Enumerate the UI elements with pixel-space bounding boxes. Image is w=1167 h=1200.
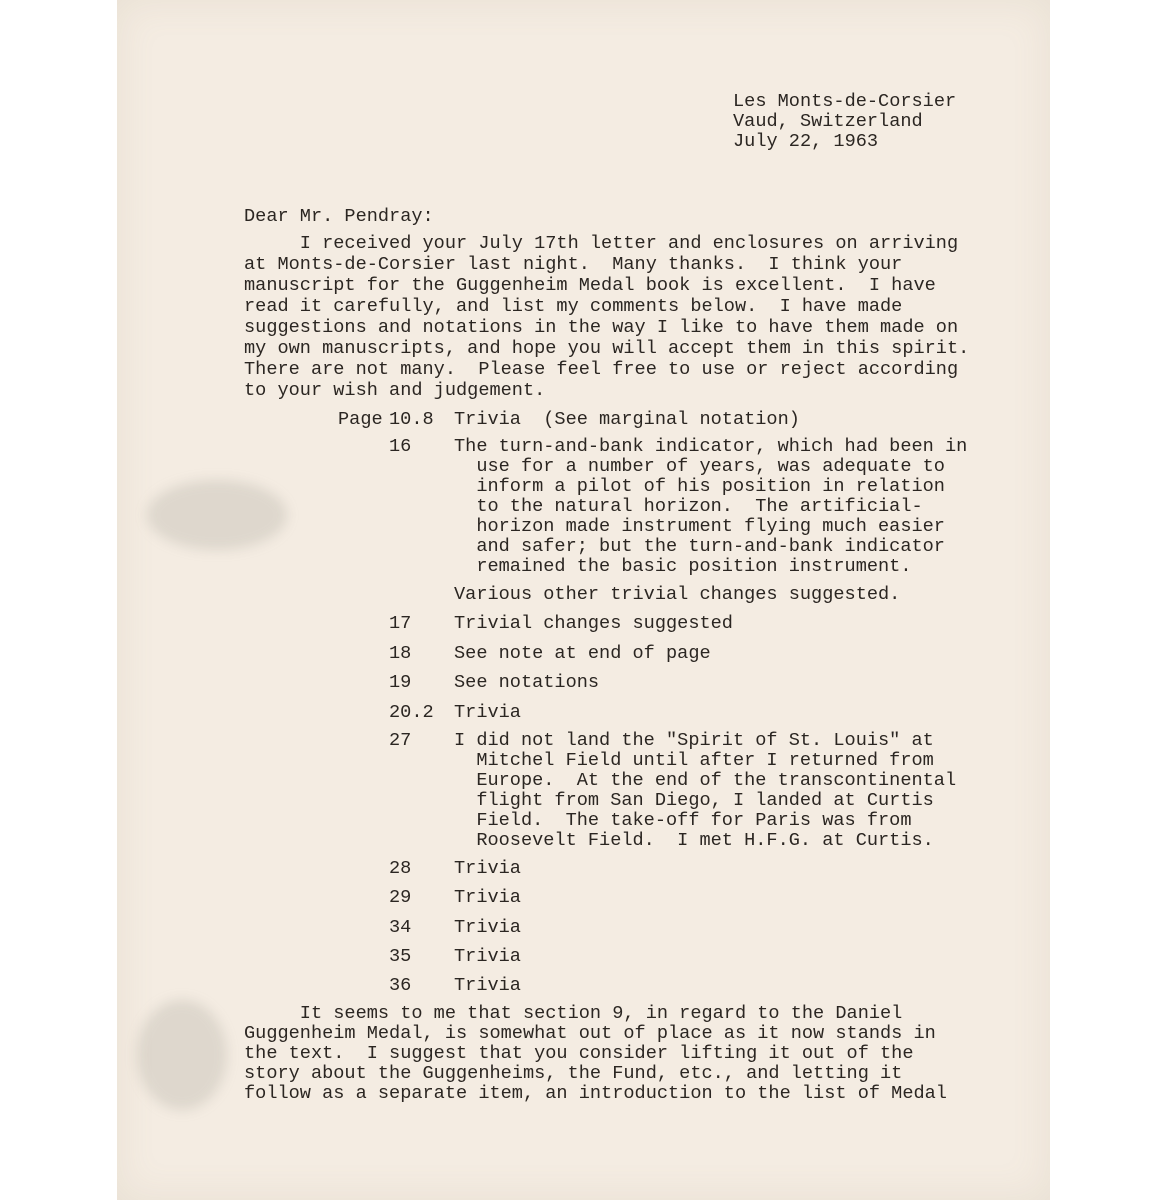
page-number: 18: [389, 643, 412, 664]
entry-line: Trivia (See marginal notation): [454, 409, 800, 430]
entry-line: inform a pilot of his position in relation: [454, 476, 945, 497]
page-number: 34: [389, 917, 412, 938]
paragraph-line: It seems to me that section 9, in regard to the Daniel: [244, 1003, 903, 1024]
letter-date: July 22, 1963: [733, 131, 879, 152]
entry-line: See notations: [454, 672, 600, 693]
entry-line: Trivia: [454, 887, 521, 908]
entry-line: The turn-and-bank indicator, which had been in: [454, 436, 968, 457]
paragraph-line: story about the Guggenheims, the Fund, etc., and letting it: [244, 1063, 903, 1084]
page-label: Page: [338, 409, 383, 430]
page-number: 17: [389, 613, 412, 634]
entry-line: Trivial changes suggested: [454, 613, 733, 634]
entry-line: remained the basic position instrument.: [454, 556, 912, 577]
page-number: 19: [389, 672, 412, 693]
page-number: 10.8: [389, 409, 434, 430]
page-number: 27: [389, 730, 412, 751]
entry-line: Trivia: [454, 975, 521, 996]
entry-line: Roosevelt Field. I met H.F.G. at Curtis.: [454, 830, 934, 851]
entry-line: use for a number of years, was adequate to: [454, 456, 945, 477]
paragraph-line: follow as a separate item, an introduction to the list of Medal: [244, 1083, 947, 1104]
page-number: 36: [389, 975, 412, 996]
paragraph-line: manuscript for the Guggenheim Medal book is excellent. I have: [244, 275, 936, 296]
entry-line: and safer; but the turn-and-bank indicator: [454, 536, 945, 557]
entry-line: Trivia: [454, 946, 521, 967]
entry-line: Trivia: [454, 702, 521, 723]
entry-line: Field. The take-off for Paris was from: [454, 810, 912, 831]
paragraph-line: the text. I suggest that you consider lifting it out of the: [244, 1043, 914, 1064]
paragraph-line: suggestions and notations in the way I like to have them made on: [244, 317, 959, 338]
paragraph-line: at Monts-de-Corsier last night. Many thanks. I think your: [244, 254, 903, 275]
page-number: 29: [389, 887, 412, 908]
entry-line: Mitchel Field until after I returned from: [454, 750, 934, 771]
page-number: 16: [389, 436, 412, 457]
entry-line: Various other trivial changes suggested.: [454, 584, 901, 605]
entry-line: Europe. At the end of the transcontinental: [454, 770, 957, 791]
entry-line: horizon made instrument flying much easier: [454, 516, 945, 537]
letter-page: [117, 0, 1050, 1200]
paragraph-line: read it carefully, and list my comments below. I have made: [244, 296, 903, 317]
paragraph-line: I received your July 17th letter and enclosures on arriving: [244, 233, 959, 254]
entry-line: I did not land the "Spirit of St. Louis" at: [454, 730, 934, 751]
typed-letter: [117, 0, 1050, 1200]
page-number: 28: [389, 858, 412, 879]
page-number: 35: [389, 946, 412, 967]
entry-line: Trivia: [454, 858, 521, 879]
entry-line: See note at end of page: [454, 643, 711, 664]
address-line: Les Monts-de-Corsier: [733, 91, 957, 112]
paragraph-line: my own manuscripts, and hope you will accept them in this spirit.: [244, 338, 970, 359]
paragraph-line: There are not many. Please feel free to use or reject according: [244, 359, 959, 380]
page-number: 20.2: [389, 702, 434, 723]
entry-line: flight from San Diego, I landed at Curtis: [454, 790, 934, 811]
paragraph-line: to your wish and judgement.: [244, 380, 546, 401]
address-line: Vaud, Switzerland: [733, 111, 923, 132]
entry-line: Trivia: [454, 917, 521, 938]
paragraph-line: Guggenheim Medal, is somewhat out of place as it now stands in: [244, 1023, 936, 1044]
salutation: Dear Mr. Pendray:: [244, 206, 434, 227]
entry-line: to the natural horizon. The artificial-: [454, 496, 923, 517]
